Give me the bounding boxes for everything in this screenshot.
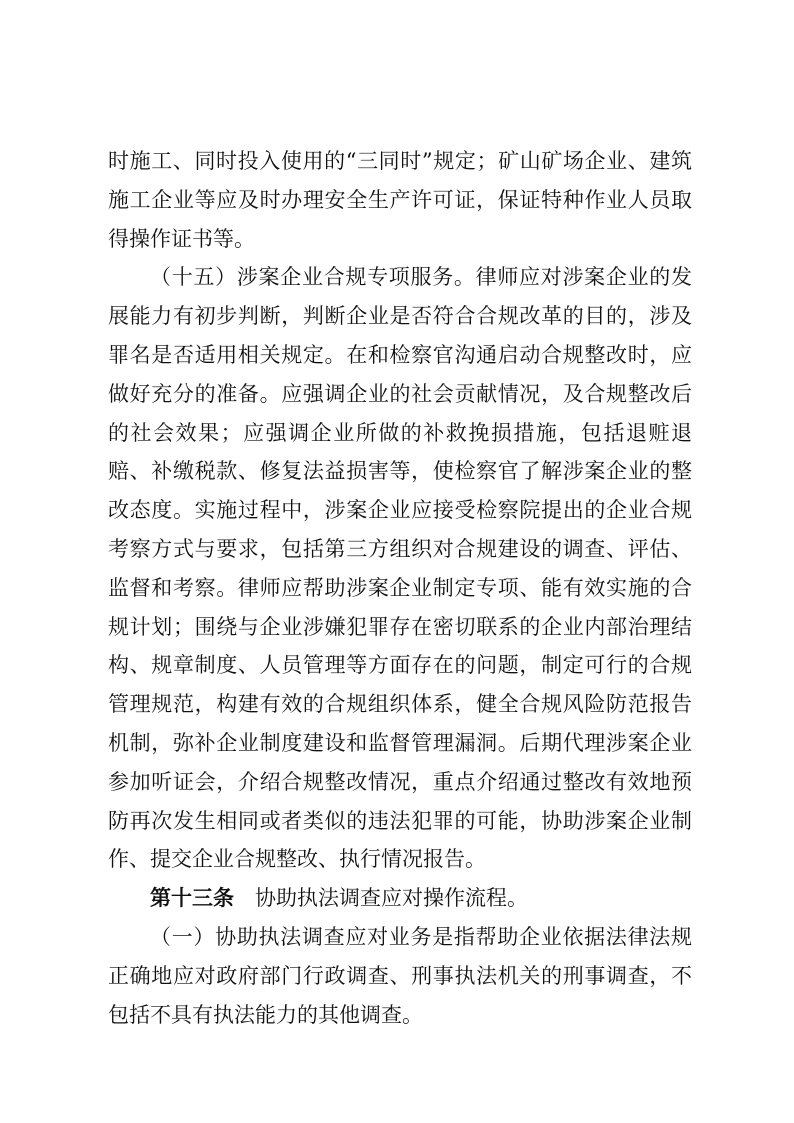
paragraph-item-15: （十五）涉案企业合规专项服务。律师应对涉案企业的发展能力有初步判断，判断企业是否符合合规改革的目的，涉及罪名是否适用相关规定。在和检察官沟通启动合规整改时，应做好充分的准备。应强调企业的社会贡献情况，及合规整改后的社会效果；应强调企业所做的补救挽损措施，包括退赃退赔、补缴税款、修复法益损害等，使检察官了解涉案企业的整改态度。实施过程中，涉案企业应接受检察院提出的企业合规考察方式与要求，包括第三方组织对合规建设的调查、评估、监督和考察。律师应帮助涉案企业制定专项、能有效实施的合规计划；围绕与企业涉嫌犯罪存在密切联系的企业内部治理结构、规章制度、人员管理等方面存在的问题，制定可行的合规管理规范，构建有效的合规组织体系，健全合规风险防范报告机制，弥补企业制度建设和监督管理漏洞。后期代理涉案企业参加听证会，介绍合规整改情况，重点介绍通过整改有效地预防再次发生相同或者类似的违法犯罪的可能，协助涉案企业制作、提交企业合规整改、执行情况报告。 [108, 265, 692, 872]
article-13-heading [108, 879, 692, 918]
paragraph-continuation: 时施工、同时投入使用的“三同时”规定；矿山矿场企业、建筑施工企业等应及时办理安全生产许可证，保证特种作业人员取得操作证书等。 [108, 149, 692, 251]
article-number: 第十三条 [150, 886, 234, 911]
article-title: 协助执法调查应对操作流程。 [255, 886, 528, 911]
document-body [108, 142, 692, 1034]
paragraph-item-1: （一）协助执法调查应对业务是指帮助企业依据法律法规正确地应对政府部门行政调查、刑事执法机关的刑事调查，不包括不具有执法能力的其他调查。 [108, 924, 692, 1027]
